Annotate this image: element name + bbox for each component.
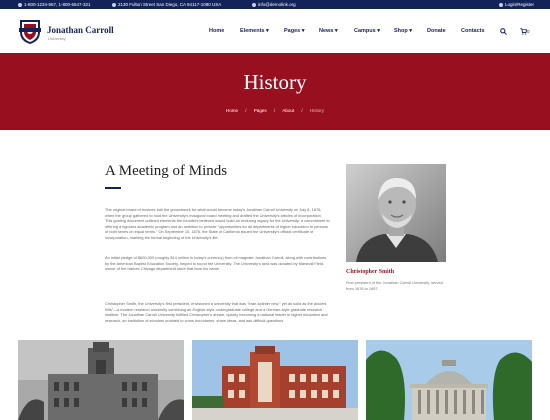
president-portrait-photo — [346, 164, 446, 262]
login-register-link[interactable]: Login/Register — [504, 2, 534, 7]
gallery-photo-domed-building[interactable] — [366, 340, 532, 420]
breadcrumb-separator: / — [273, 108, 276, 113]
nav-elements[interactable]: Elements ▾ — [240, 28, 269, 34]
nav-news[interactable]: News ▾ — [319, 28, 338, 34]
breadcrumb-current: History — [309, 108, 324, 113]
mail-icon — [252, 3, 256, 7]
nav-home[interactable]: Home — [209, 28, 225, 34]
site-header — [0, 9, 550, 53]
history-paragraph-3: Christopher Smith, the University's first president, envisioned a university that was "bran-splinter new," yet as solid as the ancient hills"—a modern research university combining an English-style undergraduate college and a German-style graduate research institute. The Jonathan Carroll University fulfilled Christopher's dream, quickly becoming a national leader in higher education and research, an institution of scholars unafraid to cross boundaries, share ideas, and ask difficult questions. — [105, 301, 328, 323]
email-info — [252, 2, 296, 7]
phone-icon — [18, 3, 22, 7]
gallery-photo-historic-tower[interactable] — [18, 340, 184, 420]
page-title: History — [243, 70, 307, 94]
history-paragraph-2: An initial pledge of $600,000 (roughly $14 million in today's currency) from oil magnate Jonathan Carroll, along with contributions by the American Baptist Education Society, helped to found the University. The University's land was donated by Marshall Field, owner of the historic Chicago department store that bore his name. — [105, 255, 327, 271]
nav-pages[interactable]: Pages ▾ — [284, 28, 305, 34]
location-icon — [112, 3, 116, 7]
address-text: 2130 Fulton Street San Diego, CA 94117-1080 USA — [118, 2, 222, 7]
top-info-bar — [0, 0, 550, 9]
university-crest-logo[interactable] — [18, 17, 42, 45]
breadcrumb-pages[interactable]: Pages — [253, 108, 267, 113]
history-paragraph-1: The original board of trustees laid the groundwork for what would become today's Jonathan Carroll University on July 8, 1876, when the group gathered to hold the University's inaugural board meeting and drafted the University's articles of incorporation. This guiding document outlined elements the founders believed would build an enduring legacy for the University: a commitment to offering a rigorous academic program and an ambition to provide "opportunities for all departments of higher education to persons of both sexes on equal terms." On September 10, 1876, the State of California issued the University's official certificate of incorporation, marking the formal beginning of the University's life. — [105, 207, 330, 240]
title-divider — [105, 187, 121, 189]
president-description: First president of the Jonathan Carroll University, served from 1876 to 1897. — [346, 280, 443, 291]
brand-subtitle: University — [48, 36, 66, 41]
breadcrumb-separator: / — [245, 108, 247, 113]
page-hero — [0, 53, 550, 130]
breadcrumb-separator: / — [301, 108, 303, 113]
president-name: Christopher Smith — [346, 269, 395, 275]
gallery-photo-brick-building[interactable] — [192, 340, 358, 420]
section-title: A Meeting of Minds — [105, 163, 228, 179]
nav-contacts[interactable]: Contacts — [461, 28, 485, 34]
breadcrumb — [0, 108, 550, 113]
breadcrumb-home[interactable]: Home — [226, 108, 239, 113]
nav-donate[interactable]: Donate — [427, 28, 446, 34]
cart-icon[interactable] — [520, 28, 527, 35]
nav-campus[interactable]: Campus ▾ — [354, 28, 380, 34]
login-register[interactable] — [499, 2, 534, 7]
phone-info — [18, 2, 91, 7]
search-icon[interactable] — [500, 28, 507, 35]
user-icon — [499, 3, 503, 7]
phone-numbers[interactable]: 1-800-1234-567, 1-800-6547-321 — [24, 2, 91, 7]
cart-count: 0 — [527, 29, 530, 34]
address-info — [112, 2, 221, 7]
brand-name[interactable]: Jonathan Carroll — [47, 25, 114, 35]
nav-shop[interactable]: Shop ▾ — [394, 28, 413, 34]
breadcrumb-about[interactable]: About — [282, 108, 295, 113]
email-link[interactable]: info@demolink.org — [258, 2, 296, 7]
